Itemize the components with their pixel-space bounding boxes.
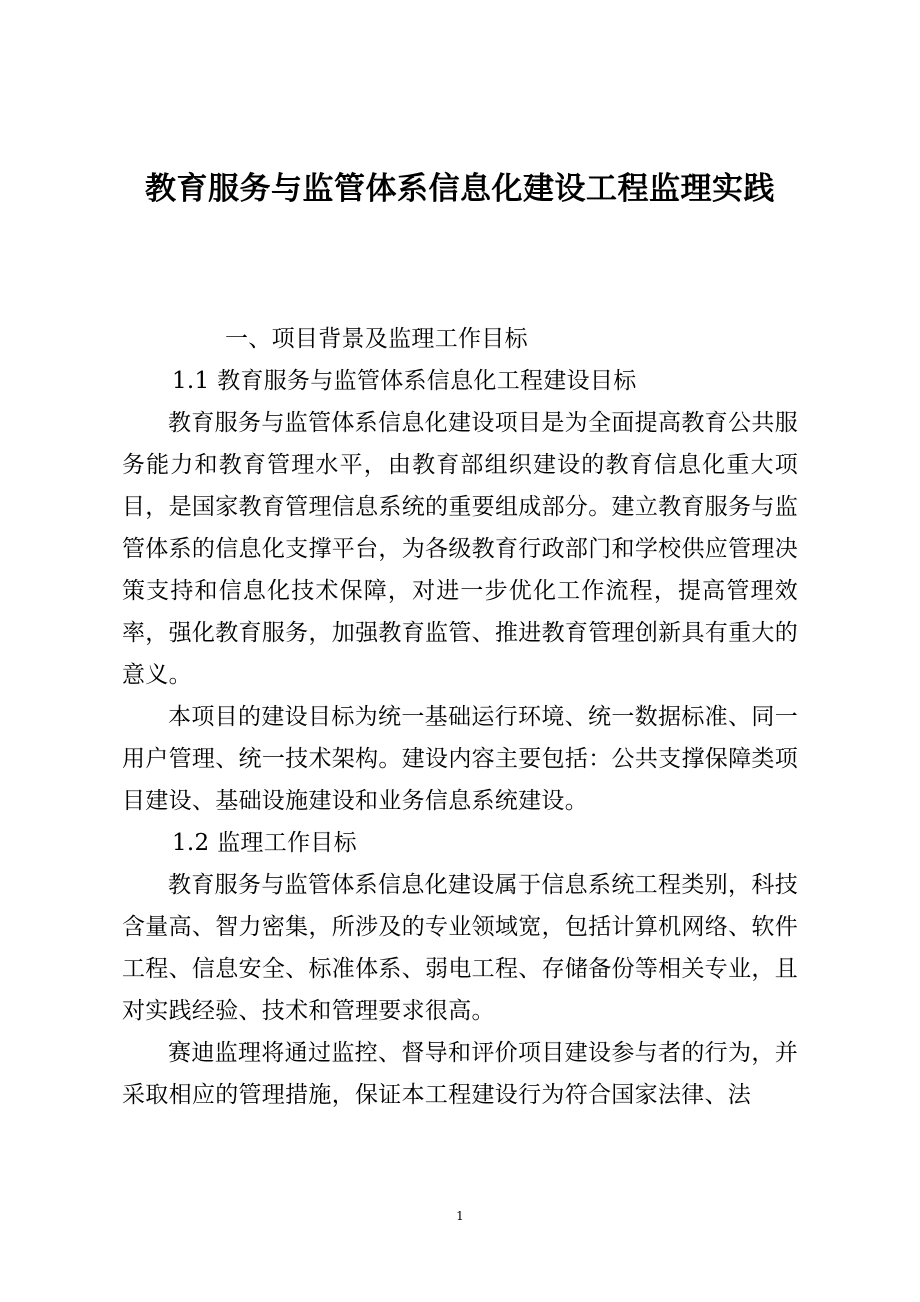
document-title: 教育服务与监管体系信息化建设工程监理实践	[145, 171, 775, 207]
subsection-heading-supervision-goals: 1.2 监理工作目标	[172, 830, 357, 856]
paragraph-supervision-approach: 赛迪监理将通过监控、督导和评价项目建设参与者的行为，并采取相应的管理措施，保证本工程建设行为符合国家法律、法	[122, 1040, 798, 1108]
paragraph-supervision-scope: 教育服务与监管体系信息化建设属于信息系统工程类别，科技含量高、智力密集，所涉及的专业领域宽，包括计算机网络、软件工程、信息安全、标准体系、弱电工程、存储备份等相关专业，且对实践经验、技术和管理要求很高。	[122, 872, 798, 1024]
section-heading-project-background: 一、项目背景及监理工作目标	[225, 326, 528, 352]
subsection-heading-construction-goals: 1.1 教育服务与监管体系信息化工程建设目标	[172, 368, 637, 394]
paragraph-construction-content: 本项目的建设目标为统一基础运行环境、统一数据标准、同一用户管理、统一技术架构。建设内容主要包括：公共支撑保障类项目建设、基础设施建设和业务信息系统建设。	[122, 704, 798, 814]
document-body	[122, 318, 798, 1116]
paragraph-project-overview: 教育服务与监管体系信息化建设项目是为全面提高教育公共服务能力和教育管理水平，由教育部组织建设的教育信息化重大项目，是国家教育管理信息系统的重要组成部分。建立教育服务与监管体系的信息化支撑平台，为各级教育行政部门和学校供应管理决策支持和信息化技术保障，对进一步优化工作流程，提高管理效率，强化教育服务，加强教育监管、推进教育管理创新具有重大的意义。	[122, 410, 798, 688]
page-number: 1	[456, 1209, 464, 1223]
